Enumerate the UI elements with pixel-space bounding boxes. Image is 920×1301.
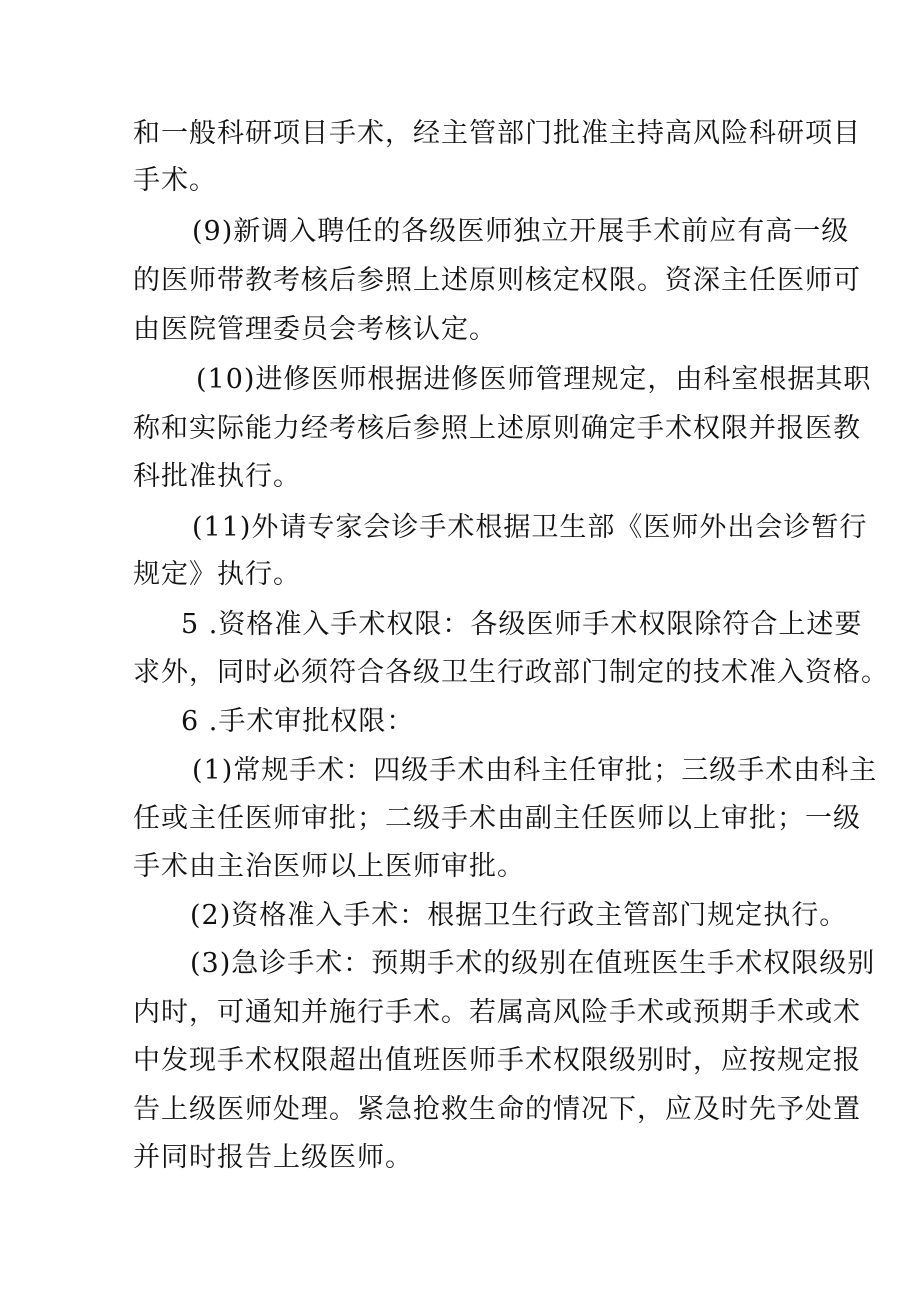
text-line-4: 的医师带教考核后参照上述原则核定权限。资深主任医师可 [133, 265, 861, 296]
text-line-3: (9)新调入聘任的各级医师独立开展手术前应有高一级 [192, 216, 850, 247]
text-line-15: 任或主任医师审批；二级手术由副主任医师以上审批；一级 [133, 803, 861, 834]
text-line-16: 手术由主治医师以上医师审批。 [133, 851, 525, 882]
text-line-12: 求外，同时必须符合各级卫生行政部门制定的技术准入资格。 [133, 657, 889, 688]
text-line-5: 由医院管理委员会考核认定。 [133, 314, 497, 345]
text-line-1: 和一般科研项目手术，经主管部门批准主持高风险科研项目 [133, 118, 861, 149]
text-line-7: 称和实际能力经考核后参照上述原则确定手术权限并报医教 [133, 413, 861, 444]
text-line-17: (2)资格准入手术：根据卫生行政主管部门规定执行。 [190, 900, 848, 931]
text-line-22: 并同时报告上级医师。 [133, 1142, 413, 1173]
text-line-9: (11)外请专家会诊手术根据卫生部《医师外出会诊暂行 [192, 512, 868, 543]
text-line-18: (3)急诊手术：预期手术的级别在值班医生手术权限级别 [190, 948, 876, 979]
text-line-20: 中发现手术权限超出值班医师手术权限级别时，应按规定报 [133, 1045, 861, 1076]
text-line-11: 5 .资格准入手术权限：各级医师手术权限除符合上述要 [181, 609, 863, 640]
text-line-14: (1)常规手术：四级手术由科主任审批；三级手术由科主 [192, 755, 878, 786]
text-line-10: 规定》执行。 [133, 559, 301, 590]
text-line-19: 内时，可通知并施行手术。若属高风险手术或预期手术或术 [133, 997, 861, 1028]
text-line-21: 告上级医师处理。紧急抢救生命的情况下，应及时先予处置 [133, 1094, 861, 1125]
text-line-2: 手术。 [133, 165, 217, 196]
text-line-8: 科批准执行。 [133, 461, 301, 492]
text-line-6: (10)进修医师根据进修医师管理规定，由科室根据其职 [196, 364, 872, 395]
text-line-13: 6 .手术审批权限： [181, 706, 415, 737]
